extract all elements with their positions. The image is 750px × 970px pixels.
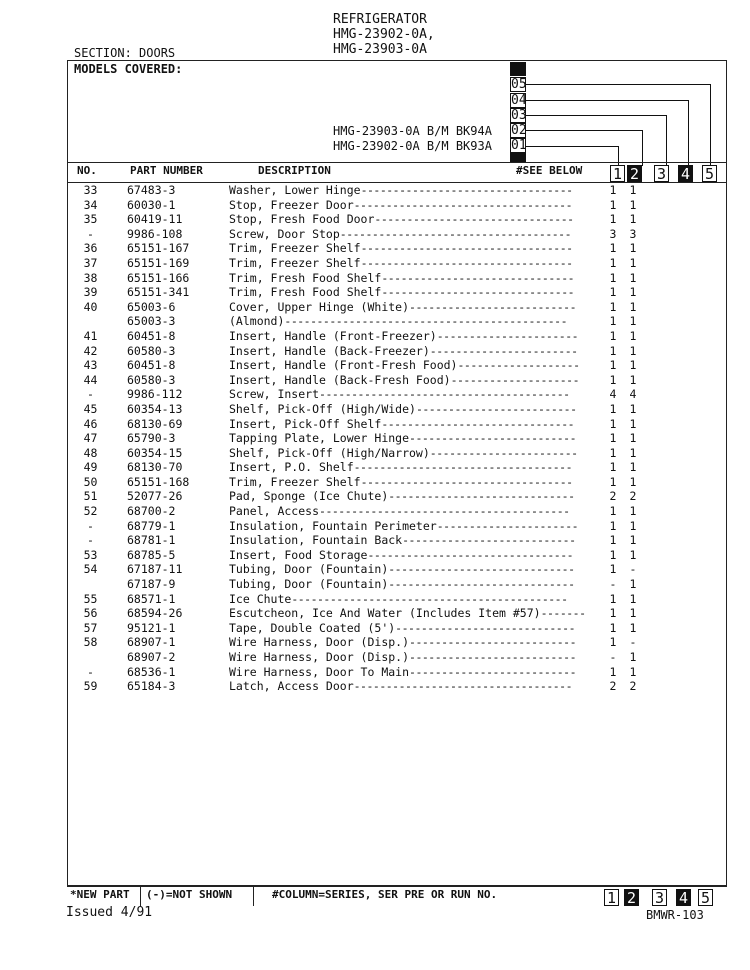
part-description: Insert, P.O. Shelf----------------------------------	[229, 460, 573, 475]
part-number: 68700-2	[127, 504, 176, 519]
qty-series-2: 1	[629, 577, 637, 592]
series-code-box-blank	[510, 153, 526, 162]
qty-series-2: 1	[629, 328, 637, 343]
table-row	[67, 329, 727, 344]
item-number: -	[87, 387, 94, 402]
part-description: Tape, Double Coated (5')----------------------------	[229, 620, 576, 635]
part-number: 68785-5	[127, 547, 176, 562]
leader-dashes: --------------------------	[409, 431, 577, 446]
table-row	[67, 198, 727, 213]
part-description: Panel, Access---------------------------------------	[229, 504, 570, 519]
qty-series-2: 1	[629, 299, 637, 314]
series-code-box: 05	[511, 77, 527, 92]
qty-series-1: 1	[609, 285, 617, 300]
item-number: -	[87, 226, 94, 241]
part-description: Tubing, Door (Fountain)-----------------------------	[229, 562, 575, 577]
item-number: 56	[83, 606, 98, 621]
leader-dashes: --------------------------	[409, 635, 577, 650]
table-row	[67, 241, 727, 256]
part-number: 68571-1	[127, 591, 176, 606]
leader-dashes: ------------------------------	[381, 270, 575, 285]
table-row	[67, 665, 727, 680]
qty-series-1: -	[609, 650, 617, 664]
leader-dashes: ---------------------------	[402, 533, 576, 548]
part-description: Trim, Fresh Food Shelf------------------------------	[229, 285, 575, 300]
qty-series-1: 1	[609, 299, 617, 314]
table-row	[67, 256, 727, 271]
item-number: 35	[83, 212, 98, 227]
qty-series-2: -	[629, 562, 637, 577]
part-number: 65151-169	[127, 255, 190, 270]
part-number: 60354-15	[127, 445, 183, 460]
item-number: 59	[83, 679, 98, 694]
part-number: 9986-108	[127, 226, 183, 241]
footer-rule	[67, 886, 727, 887]
part-number: 68130-70	[127, 460, 183, 475]
leader-dashes: ---------------------------------	[360, 255, 573, 270]
leader-dashes: ----------------------	[436, 328, 579, 343]
part-description: Screw, Insert---------------------------------------	[229, 387, 570, 402]
qty-series-1: 1	[609, 591, 617, 606]
qty-series-1: 1	[609, 445, 617, 460]
series-code-box-blank	[510, 62, 526, 76]
leader-dashes: ---------------------------------	[360, 241, 573, 256]
item-number: 33	[83, 183, 98, 197]
part-description: Screw, Door Stop------------------------------------	[229, 226, 572, 241]
qty-series-2: 1	[629, 372, 637, 387]
part-description: Shelf, Pick-Off (High/Narrow)-----------------------	[229, 445, 578, 460]
table-row	[67, 592, 727, 607]
qty-series-1: 1	[609, 343, 617, 358]
qty-series-1: 1	[609, 183, 617, 197]
part-number: 60451-8	[127, 358, 176, 373]
qty-series-2: -	[629, 635, 637, 650]
part-description: Washer, Lower Hinge---------------------------------	[229, 183, 573, 197]
qty-series-2: 1	[629, 343, 637, 358]
part-description: Trim, Fresh Food Shelf------------------------------	[229, 270, 575, 285]
leader-dashes: ----------------------	[436, 518, 579, 533]
leader-dashes: -------	[540, 606, 586, 621]
item-number: -	[87, 664, 94, 679]
table-row	[67, 402, 727, 417]
qty-series-2: 2	[629, 679, 637, 694]
leader-dashes: -------------------------------	[374, 212, 574, 227]
qty-series-1: 1	[609, 372, 617, 387]
item-number: 44	[83, 372, 98, 387]
qty-series-2: 1	[629, 212, 637, 227]
part-number: 65151-166	[127, 270, 190, 285]
table-row	[67, 314, 727, 329]
table-row	[67, 606, 727, 621]
part-description: Insulation, Fountain Perimeter----------------------	[229, 518, 579, 533]
part-number: 68907-1	[127, 635, 176, 650]
table-row	[67, 285, 727, 300]
table-row	[67, 489, 727, 504]
leader-dashes: ---------------------------------------	[319, 504, 570, 519]
footer-divider	[253, 886, 254, 906]
qty-series-1: 1	[609, 635, 617, 650]
part-description: Insert, Pick-Off Shelf------------------------------	[229, 416, 575, 431]
leader-dashes: ----------------------------	[395, 620, 576, 635]
part-description: Shelf, Pick-Off (High/Wide)-------------------------	[229, 401, 577, 416]
item-number: 34	[83, 197, 98, 212]
leader-dashes: -----------------------	[429, 343, 578, 358]
table-row	[67, 519, 727, 534]
part-description: Insert, Handle (Back-Freezer)-----------------------	[229, 343, 578, 358]
leader-dashes: ---------------------------------	[360, 474, 573, 489]
qty-series-2: 1	[629, 650, 637, 664]
item-number: 39	[83, 285, 98, 300]
qty-series-2: 1	[629, 285, 637, 300]
parts-table	[67, 183, 727, 694]
part-number: 65790-3	[127, 431, 176, 446]
part-number: 60580-3	[127, 343, 176, 358]
series-code-box: 02	[511, 123, 527, 138]
table-row	[67, 373, 727, 388]
table-row	[67, 460, 727, 475]
leader-dashes: -----------------------------	[388, 562, 575, 577]
qty-series-2: 1	[629, 431, 637, 446]
leader-dashes: ----------------------------------	[353, 679, 573, 694]
leader-dashes: ------------------------------	[381, 285, 575, 300]
qty-series-1: 1	[609, 212, 617, 227]
qty-series-2: 1	[629, 270, 637, 285]
part-description: Stop, Fresh Food Door-------------------------------	[229, 212, 574, 227]
leader-dashes: -------------------------	[415, 401, 577, 416]
part-description: Trim, Freezer Shelf---------------------------------	[229, 241, 573, 256]
part-number: 95121-1	[127, 620, 176, 635]
part-description: Insulation, Fountain Back---------------------------	[229, 533, 576, 548]
part-number: 68130-69	[127, 416, 183, 431]
qty-series-1: 1	[609, 474, 617, 489]
issued-date: Issued 4/91	[66, 905, 153, 920]
header-rule-top	[67, 162, 727, 163]
qty-series-2: 2	[629, 489, 637, 504]
qty-series-1: 1	[609, 431, 617, 446]
item-number: 50	[83, 474, 98, 489]
item-number: 57	[83, 620, 98, 635]
qty-series-2: 1	[629, 591, 637, 606]
table-row	[67, 387, 727, 402]
item-number: 36	[83, 241, 98, 256]
part-number: 68781-1	[127, 533, 176, 548]
part-number: 65184-3	[127, 679, 176, 694]
item-number: 42	[83, 343, 98, 358]
item-number: 53	[83, 547, 98, 562]
part-number: 65151-341	[127, 285, 190, 300]
part-description: Wire Harness, Door (Disp.)--------------------------	[229, 650, 577, 664]
qty-series-1: 1	[609, 504, 617, 519]
part-description: (Almond)--------------------------------------------	[229, 314, 568, 329]
qty-series-1: 1	[609, 314, 617, 329]
table-row	[67, 679, 727, 694]
column-header-no: NO.	[77, 164, 97, 177]
item-number: 38	[83, 270, 98, 285]
item-number: 52	[83, 504, 98, 519]
leader-dashes: -----------------------------	[388, 577, 575, 592]
leader-dashes: ---------------------------------	[360, 183, 573, 197]
title-line: REFRIGERATOR	[333, 12, 427, 27]
table-row	[67, 621, 727, 636]
item-number: 51	[83, 489, 98, 504]
table-row	[67, 227, 727, 242]
item-number: 37	[83, 255, 98, 270]
part-number: 68536-1	[127, 664, 176, 679]
part-description: Latch, Access Door----------------------------------	[229, 679, 573, 694]
qty-series-2: 1	[629, 533, 637, 548]
item-number: 55	[83, 591, 98, 606]
footer-series-number: 5	[698, 889, 713, 906]
qty-series-2: 1	[629, 547, 637, 562]
part-description: Cover, Upper Hinge (White)--------------------------	[229, 299, 577, 314]
item-number: 46	[83, 416, 98, 431]
table-row	[67, 504, 727, 519]
column-header-see-below: #SEE BELOW	[516, 164, 583, 177]
leader-dashes: -----------------------	[429, 445, 578, 460]
qty-series-1: 1	[609, 562, 617, 577]
qty-series-1: 1	[609, 255, 617, 270]
leader-dashes: --------------------------	[409, 664, 577, 679]
qty-series-1: 2	[609, 679, 617, 694]
table-row	[67, 475, 727, 490]
series-code-box: 04	[511, 93, 527, 108]
qty-series-2: 1	[629, 474, 637, 489]
qty-series-2: 1	[629, 416, 637, 431]
models-covered-label: MODELS COVERED:	[74, 62, 183, 76]
qty-series-2: 1	[629, 620, 637, 635]
part-number: 60354-13	[127, 401, 183, 416]
qty-series-2: 1	[629, 606, 637, 621]
item-number: 40	[83, 299, 98, 314]
leader-dashes: ----------------------------------	[353, 197, 573, 212]
table-row	[67, 548, 727, 563]
qty-series-1: 3	[609, 226, 617, 241]
footer-series-number: 4	[676, 889, 691, 906]
section-label: SECTION: DOORS	[74, 46, 176, 60]
qty-series-1: 1	[609, 547, 617, 562]
item-number: -	[87, 518, 94, 533]
qty-series-1: -	[609, 577, 617, 592]
qty-series-1: 1	[609, 460, 617, 475]
part-number: 68594-26	[127, 606, 183, 621]
item-number: 45	[83, 401, 98, 416]
part-number: 52077-26	[127, 489, 183, 504]
leader-dashes: -------------------	[457, 358, 580, 373]
part-description: Ice Chute-------------------------------------------	[229, 591, 568, 606]
footer-column-note: #COLUMN=SERIES, SER PRE OR RUN NO.	[272, 888, 498, 901]
part-number: 68907-2	[127, 650, 176, 664]
leader-dashes: --------------------------------------------	[284, 314, 568, 329]
table-row	[67, 344, 727, 359]
qty-series-1: 1	[609, 416, 617, 431]
table-row	[67, 431, 727, 446]
part-description: Tapping Plate, Lower Hinge--------------------------	[229, 431, 577, 446]
item-number: 54	[83, 562, 98, 577]
series-column-number: 1	[610, 165, 625, 182]
table-row	[67, 300, 727, 315]
qty-series-1: 1	[609, 533, 617, 548]
footer-new-part: *NEW PART	[70, 888, 130, 901]
footer-series-number: 1	[604, 889, 619, 906]
column-header-part-number: PART NUMBER	[130, 164, 203, 177]
leader-dashes: ---------------------------------------	[319, 387, 570, 402]
item-number: 49	[83, 460, 98, 475]
part-number: 65003-6	[127, 299, 176, 314]
series-column-number: 4	[678, 165, 693, 182]
model-line: HMG-23902-0A B/M BK93A	[333, 139, 492, 153]
part-description: Insert, Handle (Back-Fresh Food)--------------------	[229, 372, 580, 387]
model-line: HMG-23903-0A B/M BK94A	[333, 124, 492, 138]
column-header-description: DESCRIPTION	[258, 164, 331, 177]
footer-divider	[140, 886, 141, 906]
part-number: 68779-1	[127, 518, 176, 533]
qty-series-2: 4	[629, 387, 637, 402]
qty-series-2: 1	[629, 314, 637, 329]
qty-series-2: 1	[629, 255, 637, 270]
table-row	[67, 446, 727, 461]
table-row	[67, 212, 727, 227]
table-row	[67, 562, 727, 577]
item-number: 47	[83, 431, 98, 446]
qty-series-2: 1	[629, 664, 637, 679]
leader-dashes: ----------------------------------	[353, 460, 573, 475]
qty-series-2: 1	[629, 504, 637, 519]
qty-series-2: 1	[629, 241, 637, 256]
qty-series-1: 1	[609, 664, 617, 679]
page-id: BMWR-103	[646, 908, 704, 922]
part-number: 9986-112	[127, 387, 183, 402]
title-line: HMG-23902-0A,	[333, 27, 435, 42]
leader-dashes: --------------------	[450, 372, 580, 387]
footer-series-number: 2	[624, 889, 639, 906]
table-row	[67, 271, 727, 286]
series-column-number: 5	[702, 165, 717, 182]
part-number: 65151-167	[127, 241, 190, 256]
footer-series-number: 3	[652, 889, 667, 906]
part-number: 60451-8	[127, 328, 176, 343]
item-number: -	[87, 533, 94, 548]
leader-dashes: --------------------------	[409, 650, 577, 664]
leader-dashes: --------------------------------	[367, 547, 574, 562]
item-number: 58	[83, 635, 98, 650]
part-number: 65003-3	[127, 314, 176, 329]
table-row	[67, 358, 727, 373]
qty-series-2: 1	[629, 197, 637, 212]
part-description: Insert, Handle (Front-Fresh Food)-------------------	[229, 358, 580, 373]
item-number: 41	[83, 328, 98, 343]
leader-dashes: -----------------------------	[388, 489, 575, 504]
qty-series-1: 1	[609, 606, 617, 621]
title-line: HMG-23903-0A	[333, 42, 427, 57]
qty-series-1: 1	[609, 241, 617, 256]
part-number: 60030-1	[127, 197, 176, 212]
qty-series-2: 3	[629, 226, 637, 241]
part-description: Wire Harness, Door To Main--------------------------	[229, 664, 577, 679]
leader-dashes: ------------------------------------	[339, 226, 572, 241]
part-description: Escutcheon, Ice And Water (Includes Item #57)-------	[229, 606, 586, 621]
leader-dashes: ------------------------------	[381, 416, 575, 431]
qty-series-1: 1	[609, 197, 617, 212]
table-row	[67, 417, 727, 432]
qty-series-2: 1	[629, 358, 637, 373]
part-number: 65151-168	[127, 474, 190, 489]
part-description: Wire Harness, Door (Disp.)--------------------------	[229, 635, 577, 650]
qty-series-1: 1	[609, 620, 617, 635]
footer-not-shown: (-)=NOT SHOWN	[146, 888, 233, 901]
qty-series-1: 1	[609, 328, 617, 343]
part-number: 60580-3	[127, 372, 176, 387]
part-number: 67187-9	[127, 577, 176, 592]
qty-series-1: 1	[609, 518, 617, 533]
part-description: Trim, Freezer Shelf---------------------------------	[229, 474, 573, 489]
part-description: Insert, Handle (Front-Freezer)----------------------	[229, 328, 579, 343]
qty-series-2: 1	[629, 460, 637, 475]
qty-series-2: 1	[629, 183, 637, 197]
series-column-number: 3	[654, 165, 669, 182]
part-number: 67483-3	[127, 183, 176, 197]
part-number: 67187-11	[127, 562, 183, 577]
table-row	[67, 577, 727, 592]
part-number: 60419-11	[127, 212, 183, 227]
part-description: Tubing, Door (Fountain)-----------------------------	[229, 577, 575, 592]
table-row	[67, 183, 727, 198]
table-row	[67, 533, 727, 548]
qty-series-1: 1	[609, 270, 617, 285]
part-description: Stop, Freezer Door----------------------------------	[229, 197, 573, 212]
qty-series-1: 2	[609, 489, 617, 504]
series-code-box: 03	[511, 108, 527, 123]
table-row	[67, 635, 727, 650]
qty-series-2: 1	[629, 445, 637, 460]
document-title	[333, 12, 435, 57]
item-number: 48	[83, 445, 98, 460]
leader-dashes: -------------------------------------------	[291, 591, 568, 606]
part-description: Insert, Food Storage--------------------------------	[229, 547, 574, 562]
part-description: Pad, Sponge (Ice Chute)-----------------------------	[229, 489, 575, 504]
series-bracket-1	[526, 146, 619, 166]
qty-series-2: 1	[629, 518, 637, 533]
qty-series-2: 1	[629, 401, 637, 416]
part-description: Trim, Freezer Shelf---------------------------------	[229, 255, 573, 270]
qty-series-1: 1	[609, 358, 617, 373]
table-row	[67, 650, 727, 665]
qty-series-1: 1	[609, 401, 617, 416]
qty-series-1: 4	[609, 387, 617, 402]
series-code-box: 01	[511, 138, 527, 153]
series-column-number: 2	[627, 165, 642, 182]
item-number: 43	[83, 358, 98, 373]
leader-dashes: --------------------------	[409, 299, 577, 314]
